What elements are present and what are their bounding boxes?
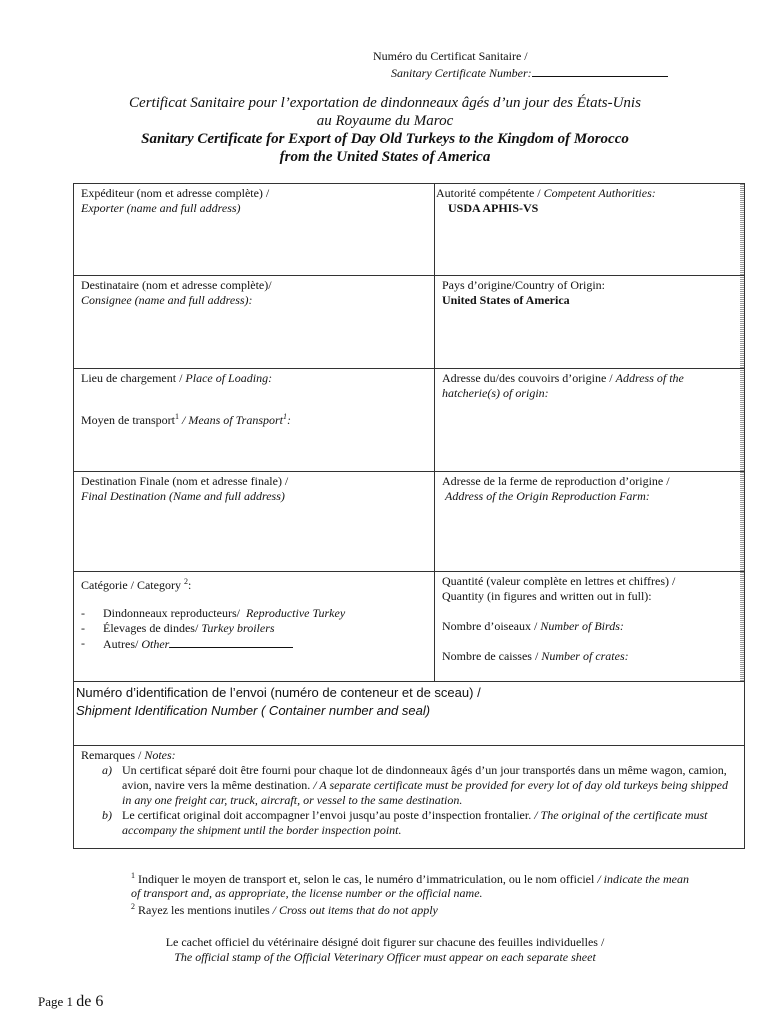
hatchery-label-fr: Adresse du/des couvoirs d’origine / (442, 371, 613, 385)
quantity-label-fr: Quantité (valeur complète en lettres et chiffres) / (442, 574, 676, 588)
category-item-reproductive[interactable] (81, 606, 427, 621)
transport-label (81, 409, 427, 428)
birds-label-fr: Nombre d’oiseaux / (442, 619, 538, 633)
row-notes (74, 746, 744, 848)
row-category (74, 572, 744, 682)
footnote-1 (131, 869, 691, 900)
quantity-label-en: Quantity (in figures and written out in full): (442, 589, 652, 603)
footnote-1-fr: Indiquer le moyen de transport et, selon le cas, le numéro d’immatriculation, ou le nom officiel (138, 872, 595, 886)
farm-cell[interactable] (435, 472, 744, 571)
transport-label-fr: Moyen de transport (81, 413, 175, 427)
footnote-ref-1b: 1 (283, 412, 287, 421)
title-fr-line1: Certificat Sanitaire pour l’exportation de dindonneaux âgés d’un jour des États-Unis (129, 95, 641, 111)
right-border-hatch (740, 184, 744, 275)
right-border-hatch (740, 369, 744, 471)
loading-label-en: Place of Loading: (185, 371, 273, 385)
quantity-cell (435, 572, 744, 681)
farm-label-en: Address of the Origin Reproduction Farm: (445, 489, 650, 503)
title-en-line2: from the United States of America (279, 149, 491, 165)
stamp-notice-fr: Le cachet officiel du vétérinaire désigné doit figurer sur chacune des feuilles individuelles / (165, 935, 605, 949)
crates-label-en: Number of crates: (541, 649, 629, 663)
exporter-label-fr: Expéditeur (nom et adresse complète) / (81, 186, 270, 200)
loading-cell[interactable] (74, 369, 435, 471)
notes-section (74, 746, 744, 840)
origin-cell (435, 276, 744, 368)
right-border-hatch (740, 572, 744, 681)
row-destination (74, 472, 744, 572)
list-dash: - (81, 606, 85, 620)
category-list (81, 606, 427, 652)
category-fr: Dindonneaux reproducteurs/ (103, 606, 240, 620)
cert-number-label-en: Sanitary Certificate Number: (391, 66, 532, 80)
document-title (0, 94, 770, 166)
hatchery-label-en: Address of the hatcherie(s) of origin: (442, 371, 684, 400)
category-en: Other (141, 637, 170, 651)
notes-title-en: Notes: (144, 748, 176, 762)
page-label: Page 1 (38, 994, 74, 1009)
authority-label-en: Competent Authorities: (543, 186, 656, 200)
footnote-ref-2: 2 (183, 577, 188, 586)
stamp-notice (0, 935, 770, 965)
shipment-id-cell[interactable] (74, 682, 744, 745)
category-item-other[interactable] (81, 636, 427, 652)
consignee-label-fr: Destinataire (nom et adresse complète)/ (81, 278, 272, 292)
hatchery-cell[interactable] (435, 369, 744, 471)
final-destination-cell[interactable] (74, 472, 435, 571)
list-dash: - (81, 636, 85, 650)
consignee-label-en: Consignee (name and full address): (81, 293, 253, 307)
page-number (38, 993, 103, 1011)
certificate-number-field (373, 48, 668, 81)
note-b (81, 808, 737, 838)
shipment-label-fr: Numéro d’identification de l’envoi (numéro de conteneur et de sceau) / (76, 685, 481, 700)
footnotes (131, 869, 691, 917)
note-text-fr: Un certificat séparé doit être fourni pour chaque lot de dindonneaux âgés d’un jour transportés dans un même wagon, camion, avion, navire vers la même destination. (122, 763, 727, 792)
final-destination-label-en: Final Destination (Name and full address) (81, 489, 285, 503)
birds-label-en: Number of Birds: (540, 619, 624, 633)
consignee-cell[interactable] (74, 276, 435, 368)
category-en: Turkey broilers (201, 621, 275, 635)
loading-label-fr: Lieu de chargement / (81, 371, 183, 385)
category-fr: Élevages de dindes/ (103, 621, 199, 635)
footnote-2-en: / Cross out items that do not apply (272, 903, 438, 917)
page-total: de 6 (76, 993, 104, 1010)
category-label: Catégorie / Category (81, 578, 181, 592)
cert-number-label-fr: Numéro du Certificat Sanitaire / (373, 49, 528, 63)
note-text-fr: Le certificat original doit accompagner l’envoi jusqu’au poste d’inspection frontalier. (122, 808, 532, 822)
note-a (81, 763, 737, 808)
transport-label-en: / Means of Transport (181, 413, 283, 427)
final-destination-label-fr: Destination Finale (nom et adresse finale) / (81, 474, 289, 488)
right-border-hatch (740, 276, 744, 368)
category-en: Reproductive Turkey (245, 606, 346, 620)
footnote-1-en: / indicate the mean of transport and, as appropriate, the license number or the official name. (131, 872, 689, 900)
birds-field[interactable] (442, 619, 737, 634)
authority-cell (435, 184, 744, 275)
right-border-hatch (740, 472, 744, 571)
category-item-broilers[interactable] (81, 621, 427, 636)
origin-label: Pays d’origine/Country of Origin: (442, 278, 605, 292)
farm-label-fr: Adresse de la ferme de reproduction d’origine / (442, 474, 670, 488)
row-exporter (74, 184, 744, 276)
authority-label-fr: Autorité compétente / (436, 186, 541, 200)
cert-number-input[interactable] (532, 64, 668, 77)
exporter-label-en: Exporter (name and full address) (81, 201, 241, 215)
category-cell (74, 572, 435, 681)
certificate-form (73, 183, 745, 849)
crates-label-fr: Nombre de caisses / (442, 649, 539, 663)
exporter-cell[interactable] (74, 184, 435, 275)
footnote-2-number: 2 (131, 902, 135, 911)
stamp-notice-en: The official stamp of the Official Veterinary Officer must appear on each separate sheet (174, 950, 596, 964)
footnote-2-fr: Rayez les mentions inutiles (138, 903, 270, 917)
category-fr: Autres/ (103, 637, 139, 651)
note-label: a) (102, 763, 112, 777)
origin-value: United States of America (442, 293, 570, 307)
crates-field[interactable] (442, 649, 737, 664)
footnote-ref-1: 1 (174, 412, 179, 421)
authority-value: USDA APHIS-VS (448, 201, 539, 215)
row-consignee (74, 276, 744, 369)
title-en-line1: Sanitary Certificate for Export of Day Old Turkeys to the Kingdom of Morocco (141, 131, 629, 147)
row-shipment-id (74, 682, 744, 746)
list-dash: - (81, 621, 85, 635)
title-fr-line2: au Royaume du Maroc (316, 113, 454, 129)
shipment-label-en: Shipment Identification Number ( Container number and seal) (76, 703, 431, 718)
notes-title-fr: Remarques / (81, 748, 142, 762)
note-label: b) (102, 808, 112, 822)
category-colon: : (187, 578, 192, 592)
other-blank[interactable] (169, 636, 293, 648)
note-text-en: / The original of the certificate must accompany the shipment until the border inspection point. (122, 808, 708, 837)
footnote-1-number: 1 (131, 871, 135, 880)
transport-colon: : (287, 413, 291, 427)
footnote-2 (131, 900, 691, 917)
note-text-en: / A separate certificate must be provided for every lot of day old turkeys being shipped in any one freight car, truck, aircraft, or vessel to the same destination. (122, 778, 728, 807)
row-loading (74, 369, 744, 472)
